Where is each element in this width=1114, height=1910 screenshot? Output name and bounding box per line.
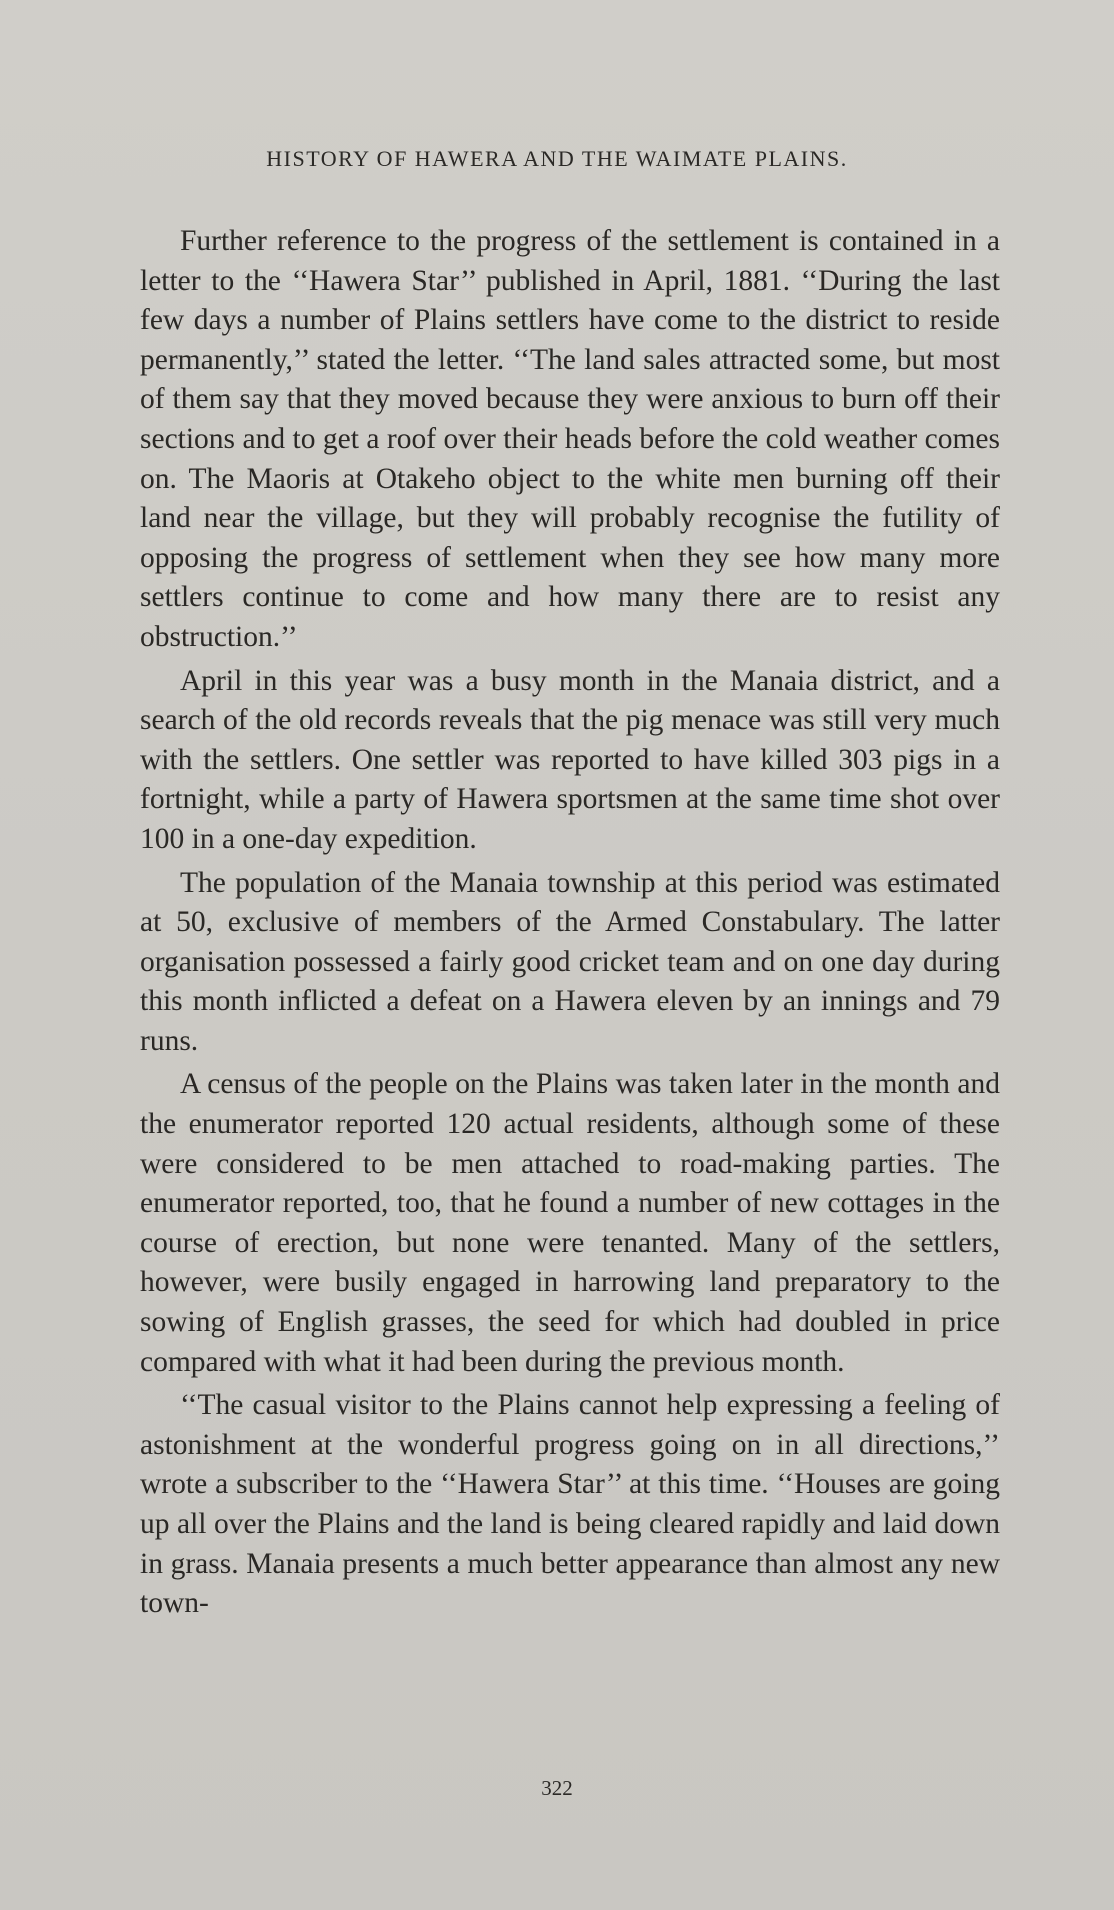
page-number: 322: [541, 1776, 573, 1800]
running-head: HISTORY OF HAWERA AND THE WAIMATE PLAINS.: [266, 146, 848, 171]
paragraph-4: A census of the people on the Plains was taken later in the month and the enumerator reported 120 actual residents, although some of these were considered to be men attached to road-making parties. The enumerator reported, too, that he found a number of new cottages in the course of erection, but none were tenanted. Many of the settlers, however, were busily engaged in harrowing land preparatory to the sowing of English grasses, the seed for which had doubled in price compared with what it had been during the previous month.: [140, 1068, 1000, 1378]
body-text: [140, 222, 1000, 1628]
paragraph-5: ‘‘The casual visitor to the Plains cannot help expressing a feeling of astonishment at the wonderful progress going on in all directions,’’ wrote a subscriber to the ‘‘Hawera Star’’ at this time. ‘‘Houses are going up all over the Plains and the land is being cleared rapidly and laid down in grass. Manaia presents a much better appearance than almost any new town-: [140, 1389, 1000, 1620]
paragraph-3: The population of the Manaia township at this period was estimated at 50, exclusive of members of the Armed Constabulary. The latter organisation possessed a fairly good cricket team and on one day during this month inflicted a defeat on a Hawera eleven by an innings and 79 runs.: [140, 866, 1000, 1057]
paragraph-2: April in this year was a busy month in the Manaia district, and a search of the old records reveals that the pig menace was still very much with the settlers. One settler was reported to have killed 303 pigs in a fortnight, while a party of Hawera sportsmen at the same time shot over 100 in a one-day expedition.: [140, 664, 1000, 855]
paragraph-1: Further reference to the progress of the settlement is contained in a letter to the ‘‘Hawera Star’’ published in April, 1881. ‘‘During the last few days a number of Plains settlers have come to the district to reside permanently,’’ stated the letter. ‘‘The land sales attracted some, but most of them say that they moved because they were anxious to burn off their sections and to get a roof over their heads before the cold weather comes on. The Maoris at Otakeho object to the white men burning off their land near the village, but they will probably recognise the futility of opposing the progress of settlement when they see how many more settlers continue to come and how many there are to resist any obstruction.’’: [140, 225, 1000, 653]
